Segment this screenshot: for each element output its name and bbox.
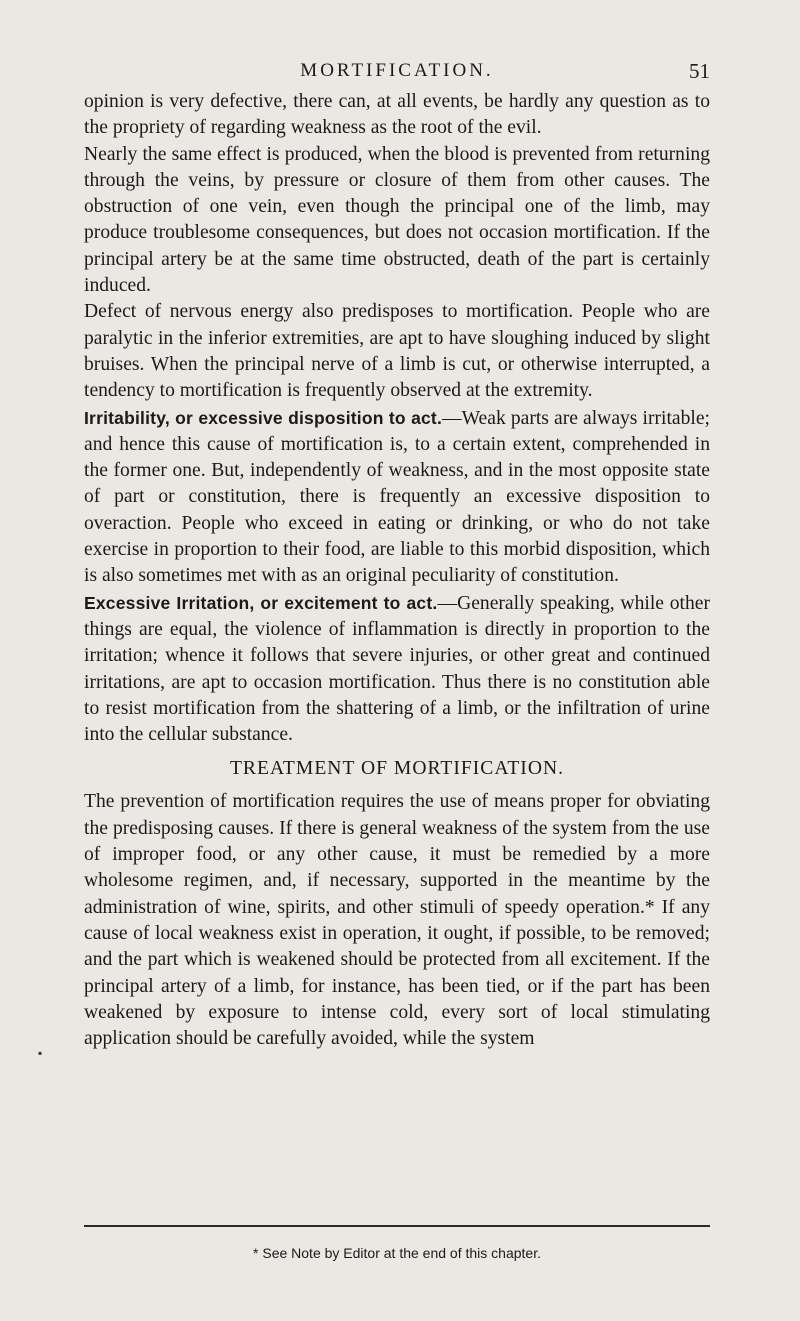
paragraph-text: Nearly the same effect is produced, when the blood is prevented from returning through the veins, by pressure or closure of them from other causes. The obstruction of one vein, even though the principal one of the limb, may produce troublesome consequences, but does not occasion mortification. If the principal artery be at the same time obstructed, death of the part is certainly induced. (84, 143, 710, 297)
paragraph-text: —Weak parts are always irritable; and hence this cause of mortification is, to a certain extent, comprehended in the former one. But, independently of weakness, and in the most opposite state of part or constitution, there is frequently an excessive disposition to overaction. People who exceed in eating or drinking, or who do not take exercise in proportion to their food, are liable to this morbid disposition, which is also sometimes met with as an original peculiarity of constitution. (84, 407, 710, 587)
footnote: * See Note by Editor at the end of this chapter. (253, 1245, 541, 1261)
margin-mark: ▪ (38, 1046, 43, 1060)
paragraph-treatment (84, 789, 710, 1052)
runin-heading-irritability: Irritability, or excessive disposition to act. (84, 407, 443, 428)
paragraph-nervous-energy (84, 299, 710, 404)
paragraph-text: opinion is very defective, there can, at all events, be hardly any question as to the propriety of regarding weakness as the root of the evil. (84, 91, 710, 139)
paragraph-text: The prevention of mortification requires the use of means proper for obviating the predisposing causes. If there is general weakness of the system from the use of improper food, or any other cause, it must be remedied by a more wholesome regimen, and, if necessary, supported in the meantime by the administration of wine, spirits, and other stimuli of speedy operation.* If any cause of local weakness exist in operation, it ought, if possible, to be removed; and the part which is weakened should be protected from all excitement. If the principal artery of a limb, for instance, has been tied, or if the part has been weakened by exposure to intense cold, every sort of local stimulating application should be carefully avoided, while the system (84, 791, 710, 1050)
page-number: 51 (689, 59, 710, 83)
paragraph-irritability (84, 405, 710, 590)
paragraph-excessive-irritation (84, 590, 710, 749)
section-heading-treatment: TREATMENT OF MORTIFICATION. (229, 758, 565, 780)
paragraph-text: —Generally speaking, while other things are equal, the violence of inflammation is directly in proportion to the irritation; whence it follows that severe injuries, or other great and continued irritations, are apt to occasion mortification. Thus there is no constitution able to resist mortification from the shattering of a limb, or the infiltration of urine into the cellular substance. (84, 592, 711, 746)
paragraph-venous-obstruction (84, 142, 710, 300)
paragraph-text: Defect of nervous energy also predisposes to mortification. People who are paralytic in the inferior extremities, are apt to have sloughing induced by slight bruises. When the principal nerve of a limb is cut, or otherwise interrupted, a tendency to mortification is frequently observed at the extremity. (84, 301, 710, 402)
runin-heading-excessive-irritation: Excessive Irritation, or excitement to act. (84, 592, 438, 613)
running-head (84, 58, 710, 84)
paragraph-continuation (84, 89, 710, 142)
running-title: MORTIFICATION. (300, 60, 494, 81)
body-text (84, 89, 710, 1052)
footnote-divider (84, 1225, 710, 1227)
